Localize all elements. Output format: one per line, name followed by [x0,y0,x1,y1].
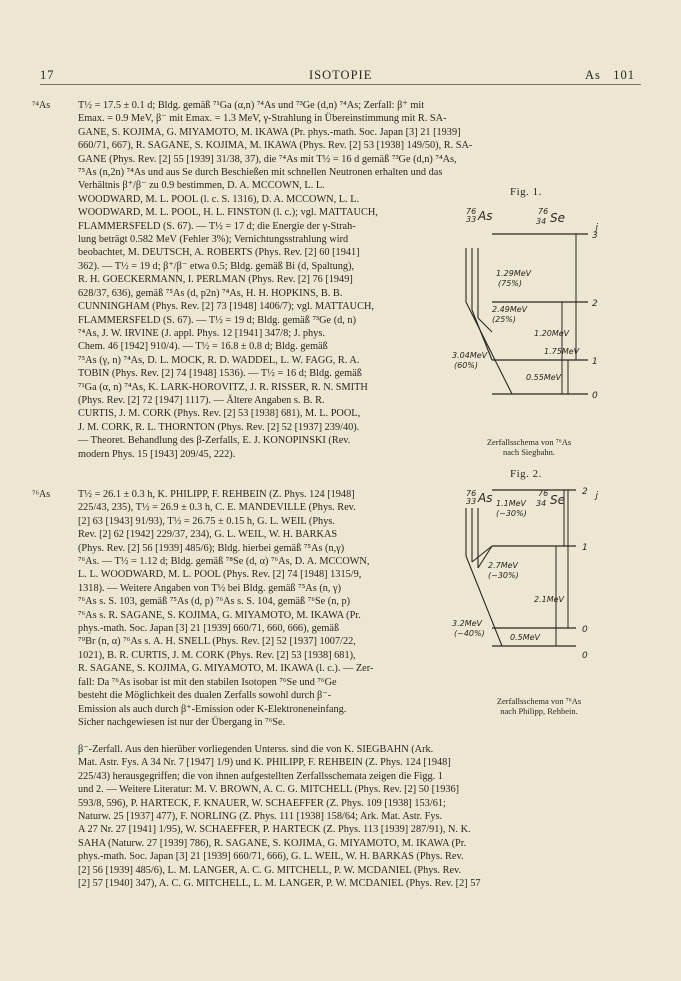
fig1-energy-3: 1.20MeV [534,329,570,338]
page-number-right: 101 [613,68,635,82]
fig1-energy-5: 3.04MeV [452,351,488,360]
fig2-energy-4: 3.2MeV [452,619,483,628]
text-line: Rev. [2] 62 [1942] 229/37, 234), G. L. WEIL, W. H. BARKAS [78,529,338,541]
text-line: Naturw. 25 [1937] 477), F. NORLING (Z. Phys. 111 [1938] 158/64; Ark. Mat. Astr. Fys. [78,811,443,823]
text-line: modern Phys. 15 [1943] 209/45, 222). [78,448,236,460]
text-line: ⁷⁶As s. R. SAGANE, S. KOJIMA, G. MIYAMOTO, M. IKAWA (Pr. [78,609,361,621]
text-line: WOODWARD, M. L. POOL (l. c. S. 1316), D. A. MCCOWN, L. L. [78,193,360,205]
text-line: [2] 57 [1940] 347), A. C. G. MITCHELL, L. M. LANGER, P. W. MCDANIEL (Phys. Rev. [2] 57 [78,878,481,890]
element-symbol: As [584,68,601,82]
text-line: CUNNINGHAM (Phys. Rev. [2] 73 [1948] 1406/7); vgl. MATTAUCH, [78,301,374,313]
fig1-parent-z: 33 [466,215,477,224]
text-line: TOBIN (Phys. Rev. [2] 74 [1948] 1536). — T½ = 16 d; Bldg. gemäß [78,368,362,380]
text-line: 225/43, 235), T½ = 26.9 ± 0.3 h, C. E. MANDEVILLE (Phys. Rev. [78,502,356,514]
text-line: besteht die Möglichkeit des dualen Zerfalls sowohl durch β⁻- [78,690,332,702]
fig1-level-0: 0 [592,391,598,401]
text-line: R. H. GOECKERMANN, I. PERLMAN (Phys. Rev. [2] 76 [1949] [78,274,353,286]
fig1-title: Fig. 1. [510,186,542,198]
text-line: 225/43) herausgegriffen; die von ihnen aufgestellten Zerfallsschemata zeigen die Figg. 1 [78,770,443,782]
fig2-energy-5: 0.5MeV [510,633,541,642]
isotope-label-as74: ⁷⁴As [32,100,51,111]
fig2-parent-z: 33 [466,497,477,506]
fig2-title: Fig. 2. [510,468,542,480]
text-line: A 27 Nr. 27 [1941] 1/95), W. SCHAEFFER, P. HARTECK (Z. Phys. 113 [1939] 287/91), N. K. [78,824,471,836]
text-line: ⁷⁵As (n,2n) ⁷⁴As und aus Se durch Beschießen mit schnellen Neutronen erhalten und das [78,167,443,179]
fig1-daughter-z: 34 [536,217,547,226]
fig1-percent-1: (75%) [498,279,523,288]
text-line: β⁻-Zerfall. Aus den hierüber vorliegenden Unterss. sind die von K. SIEGBAHN (Ark. [78,744,434,755]
text-line: R. SAGANE, S. KOJIMA, G. MIYAMOTO, M. IKAWA (l. c.). — Zer- [78,663,374,675]
text-line: (Phys. Rev. [2] 56 [1939] 485/6); Bldg. hierbei gemäß ⁷⁵As (n,γ) [78,542,345,554]
fig2-daughter-z: 34 [536,499,547,508]
fig2-level-1: 1 [582,543,588,553]
fig2-daughter-mass: 76 [538,489,549,498]
fig2-parent-symbol: As [478,491,493,505]
fig1-percent-2: (25%) [492,315,517,324]
fig1-energy-6: 0.55MeV [526,373,562,382]
fig2-caption [464,696,614,716]
text-line: und 2. — Weitere Literatur: M. V. BROWN, A. C. G. MITCHELL (Phys. Rev. [2] 50 [1936] [78,784,460,796]
text-line: Emission als auch durch β⁺-Emission oder K-Elektroneneinfang. [78,703,347,715]
fig1-energy-1: 1.29MeV [496,269,532,278]
text-line: ⁷⁹Br (n, α) ⁷⁶As s. A. H. SNELL (Phys. Rev. [2] 52 [1937] 1007/22, [78,636,356,648]
text-line: 660/71, 667), R. SAGANE, S. KOJIMA, M. IKAWA (Phys. Rev. [2] 53 [1938] 149/50), R. SA- [78,140,473,152]
text-line: ⁷⁶As. — T½ = 1.12 d; Bldg. gemäß ⁷⁸Se (d, α) ⁷⁶As, D. A. MCCOWN, [78,556,370,568]
text-line: T½ = 26.1 ± 0.3 h, K. PHILIPP, F. REHBEIN (Z. Phys. 124 [1948] [78,489,355,500]
fig1-daughter-symbol: Se [550,211,565,225]
text-line: beobachtet, M. DEUTSCH, A. ROBERTS (Phys. Rev. [2] 60 [1941] [78,247,360,259]
text-line: GANE, S. KOJIMA, G. MIYAMOTO, M. IKAWA (Pr. phys.-math. Soc. Japan [3] 21 [1939] [78,126,461,138]
text-line: [2] 56 [1939] 485/6), L. M. LANGER, A. C. G. MITCHELL, P. W. MCDANIEL (Phys. Rev. [78,864,462,876]
fig1-decay-scheme [452,200,600,430]
text-line: phys.-math. Soc. Japan [3] 21 [1939] 660/71, 666), G. L. WEIL, W. H. BARKAS (Phys. Rev. [78,851,464,863]
text-line: ⁷¹Ga (α, n) ⁷⁴As, K. LARK-HOROVITZ, J. R. RISSER, R. N. SMITH [78,381,368,393]
fig2-decay-scheme [452,482,602,702]
page-header-right [585,68,635,83]
fig1-caption [464,437,594,457]
fig1-caption-line2: nach Siegbahn. [503,447,555,457]
text-line: ⁷⁶As s. S. 103, gemäß ⁷⁵As (d, p) ⁷⁶As s. S. 104, gemäß ⁷⁶Se (n, p) [78,596,351,608]
fig1-level-3: 3 [592,231,598,241]
fig2-level-0b: 0 [582,651,588,661]
fig2-j-label: j [595,491,598,501]
text-line: GANE (Phys. Rev. [2] 55 [1939] 31/38, 37), die ⁷⁴As mit T½ = 16 d gemäß ⁷³Ge (d,n) ⁷⁴As, [78,153,457,165]
fig1-parent-mass: 76 [466,207,477,216]
text-line: — Theoret. Behandlung des β-Zerfalls, E. J. KONOPINSKI (Rev. [78,435,351,447]
text-line: Sicher nachgewiesen ist nur der Übergang in ⁷⁶Se. [78,716,286,728]
text-line: L. L. WOODWARD, M. L. POOL (Phys. Rev. [2] 74 [1948] 1315/9, [78,569,362,581]
text-line: CURTIS, J. M. CORK (Phys. Rev. [2] 53 [1938] 681), M. L. POOL, [78,408,361,420]
text-line: fall: Da ⁷⁶As isobar ist mit den stabilen Isotopen ⁷⁶Se und ⁷⁶Ge [78,676,337,688]
text-line: 593/8, 596), P. HARTECK, F. KNAUER, W. SCHAEFFER (Z. Phys. 109 [1938] 153/61; [78,797,446,809]
text-line: lung beträgt 0.582 MeV (Fehler 3%); Vernichtungsstrahlung wird [78,234,349,246]
fig2-level-0: 0 [582,625,588,635]
fig1-caption-line1: Zerfallsschema von ⁷⁶As [486,437,572,447]
fig1-level-1: 1 [592,357,598,367]
header-rule [40,84,641,85]
text-line: (Phys. Rev. [2] 72 [1947] 1117). — Ältere Angaben s. B. R. [78,394,325,406]
fig1-energy-4: 1.75MeV [544,347,580,356]
text-line: J. M. CORK, R. L. THORNTON (Phys. Rev. [2] 52 [1937] 239/40). [78,421,360,433]
fig1-parent-symbol: As [478,209,493,223]
text-line: FLAMMERSFELD (S. 67). — T½ = 17 d; die Energie der γ-Strah- [78,220,356,232]
text-line: Verhältnis β⁺/β⁻ zu 0.9 bestimmen, D. A. MCCOWN, L. L. [78,180,325,192]
text-line: FLAMMERSFELD (S. 67). — T½ = 19 d; Bldg. gemäß ⁷³Ge (d, n) [78,314,357,326]
text-line: 1318). — Weitere Angaben von T½ bei Bldg. gemäß ⁷⁵As (n, γ) [78,582,342,594]
text-line: [2] 63 [1943] 91/93), T½ = 26.75 ± 0.15 h, G. L. WEIL (Phys. [78,515,335,527]
page-title: ISOTOPIE [309,68,373,82]
isotope-label-as76: ⁷⁶As [32,489,51,500]
text-line: 628/37, 636), gemäß ⁷⁵As (d, p2n) ⁷⁴As, H. H. HOPKINS, B. B. [78,287,343,299]
fig2-level-2: 2 [582,487,588,497]
text-line: Emax. = 0.9 MeV, β⁻ mit Emax. = 1.3 MeV, γ-Strahlung in Übereinstimmung mit R. SA- [78,113,447,125]
page-number-left: 17 [40,68,55,82]
text-line: ⁷⁴As, J. W. IRVINE (J. appl. Phys. 12 [1941] 347/8; J. phys. [78,327,325,339]
fig2-daughter-symbol: Se [550,493,565,507]
fig2-parent-mass: 76 [466,489,477,498]
text-line: Chem. 46 [1942] 910/4). — T½ = 16.8 ± 0.8 d; Bldg. gemäß [78,341,328,353]
section-as76 [78,488,453,729]
text-line: Mat. Astr. Fys. A 34 Nr. 7 [1947] 1/9) und K. PHILIPP, F. REHBEIN (Z. Phys. 124 [1948] [78,757,451,769]
fig2-energy-1: 1.1MeV [496,499,527,508]
fig1-j-label: j [595,223,598,233]
fig2-caption-line1: Zerfallsschema von ⁷⁶As [496,696,582,706]
fig2-caption-line2: nach Philipp, Rehbein. [500,706,578,716]
fig2-percent-4: (~40%) [454,629,485,638]
fig2-percent-1: (~30%) [496,509,527,518]
fig1-percent-5: (60%) [454,361,479,370]
text-line: 1021), B. R. CURTIS, J. M. CORK (Phys. Rev. [2] 53 [1938] 681), [78,649,356,661]
text-line: phys.-math. Soc. Japan [3] 21 [1939] 660/71, 660, 666), gemäß [78,623,340,635]
section-beta-decay [78,743,650,890]
text-line: 362). — T½ = 19 d; β⁺/β⁻ etwa 0.5; Bldg. gemäß Bi (d, Spaltung), [78,260,355,272]
text-line: WOODWARD, M. L. POOL, H. L. FINSTON (l. c.); vgl. MATTAUCH, [78,207,378,219]
fig2-percent-2: (~30%) [488,571,519,580]
fig1-daughter-mass: 76 [538,207,549,216]
text-line: T½ = 17.5 ± 0.1 d; Bldg. gemäß ⁷¹Ga (α,n) ⁷⁴As und ⁷³Ge (d,n) ⁷⁴As; Zerfall: β⁺ mit [78,100,425,111]
fig1-energy-2: 2.49MeV [492,305,528,314]
text-line: SAHA (Naturw. 27 [1939] 786), R. SAGANE, S. KOJIMA, G. MIYAMOTO, M. IKAWA (Pr. [78,837,467,849]
fig2-energy-2: 2.7MeV [488,561,519,570]
text-line: ⁷⁵As (γ, n) ⁷⁴As, D. L. MOCK, R. D. WADDEL, L. W. FAGG, R. A. [78,354,360,366]
fig1-level-2: 2 [592,299,598,309]
fig2-energy-3: 2.1MeV [534,595,565,604]
